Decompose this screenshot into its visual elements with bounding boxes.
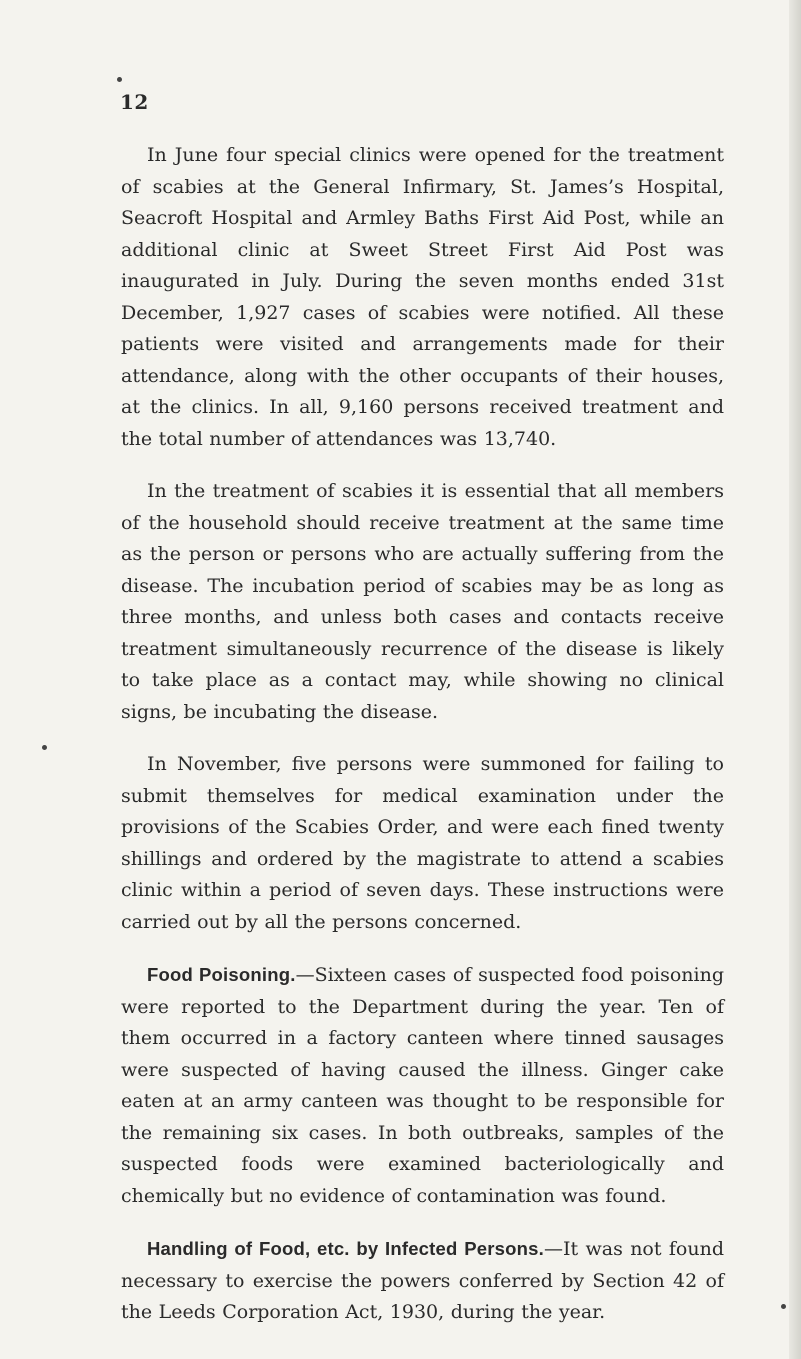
print-speck xyxy=(781,1304,786,1309)
section-heading-food-poisoning: Food Poisoning. xyxy=(147,964,296,985)
print-speck xyxy=(42,745,47,750)
section-heading-handling-of-food: Handling of Food, etc. by Infected Persons. xyxy=(147,1238,544,1259)
paragraph-scabies-summons xyxy=(121,749,724,938)
page-number: 12 xyxy=(120,90,149,114)
paragraph-scabies-treatment xyxy=(121,476,724,728)
paragraph-text: —It was not found necessary to exercise the powers conferred by Section 42 of the Leeds Corporation Act, 1930, during the year. xyxy=(121,1238,724,1323)
paragraph-text: In November, five persons were summoned for failing to submit themselves for medical examination under the provisions of the Scabies Order, and were each fined twenty shillings and ordered by the magistrate to attend a scabies clinic within a period of seven days. These instructions were carried out by all the persons concerned. xyxy=(121,753,724,933)
paragraph-food-poisoning xyxy=(121,959,724,1212)
page-edge-shadow xyxy=(789,0,801,1359)
paragraph-scabies-clinics xyxy=(121,140,724,455)
paragraph-text: In June four special clinics were opened for the treatment of scabies at the General Infirmary, St. James’s Hospital, Seacroft Hospital and Armley Baths First Aid Post, while an additional clinic at Sweet Street First Aid Post was inaugurated in July. During the seven months ended 31st December, 1,927 cases of scabies were notified. All these patients were visited and arrangements made for their attendance, along with the other occupants of their houses, at the clinics. In all, 9,160 persons received treatment and the total number of attendances was 13,740. xyxy=(121,144,724,450)
print-speck xyxy=(117,77,122,82)
paragraph-text: —Sixteen cases of suspected food poisoning were reported to the Department during the year. Ten of them occurred in a factory canteen where tinned sausages were suspected of having caused the illness. Ginger cake eaten at an army canteen was thought to be responsible for the remaining six cases. In both outbreaks, samples of the suspected foods were examined bacteriologically and chemically but no evidence of contamination was found. xyxy=(121,964,724,1207)
paragraph-handling-of-food xyxy=(121,1233,724,1329)
paragraph-text: In the treatment of scabies it is essential that all members of the household should receive treatment at the same time as the person or persons who are actually suffering from the disease. The incubation period of scabies may be as long as three months, and unless both cases and contacts receive treatment simultaneously recurrence of the disease is likely to take place as a contact may, while showing no clinical signs, be incubating the disease. xyxy=(121,480,724,723)
document-body xyxy=(121,140,724,1350)
